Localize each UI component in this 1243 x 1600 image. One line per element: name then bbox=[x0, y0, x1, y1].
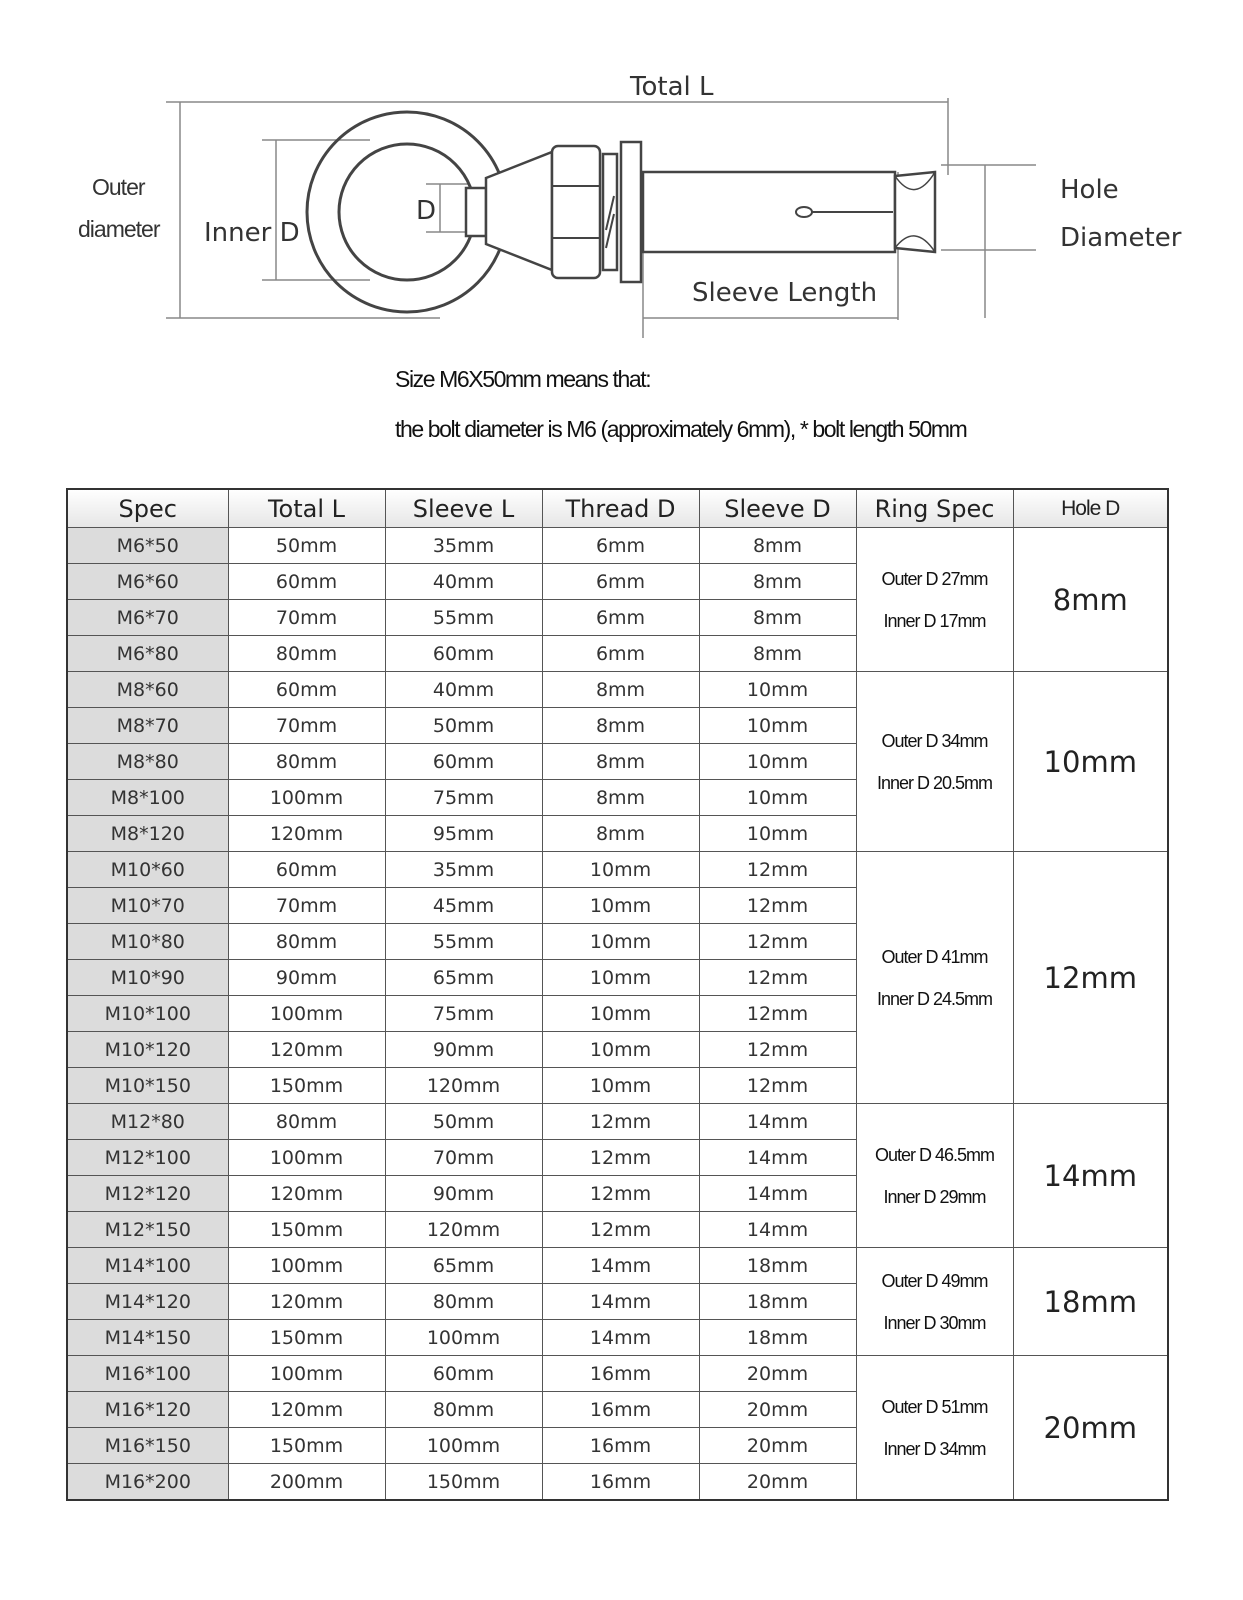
thread-diameter-cell: 10mm bbox=[542, 1068, 699, 1104]
thread-diameter-cell: 16mm bbox=[542, 1428, 699, 1464]
thread-diameter-cell: 8mm bbox=[542, 780, 699, 816]
spec-cell: M10*100 bbox=[67, 996, 228, 1032]
sleeve-length-cell: 55mm bbox=[385, 600, 542, 636]
sleeve-diameter-cell: 18mm bbox=[699, 1248, 856, 1284]
total-length-cell: 100mm bbox=[228, 1356, 385, 1392]
ring-inner-diameter: Inner D 29mm bbox=[883, 1186, 986, 1207]
ring-inner-diameter: Inner D 30mm bbox=[883, 1312, 986, 1333]
sleeve-diameter-cell: 20mm bbox=[699, 1392, 856, 1428]
ring-spec-cell bbox=[856, 1248, 1013, 1356]
sleeve-diameter-cell: 10mm bbox=[699, 672, 856, 708]
thread-diameter-cell: 10mm bbox=[542, 996, 699, 1032]
total-length-cell: 90mm bbox=[228, 960, 385, 996]
header-total-l: Total L bbox=[228, 489, 385, 528]
total-length-cell: 100mm bbox=[228, 996, 385, 1032]
thread-diameter-cell: 6mm bbox=[542, 636, 699, 672]
hole-diameter-cell: 14mm bbox=[1013, 1104, 1168, 1248]
spec-cell: M12*150 bbox=[67, 1212, 228, 1248]
header-spec: Spec bbox=[67, 489, 228, 528]
ring-inner-diameter: Inner D 24.5mm bbox=[876, 988, 993, 1009]
sleeve-length-cell: 120mm bbox=[385, 1212, 542, 1248]
hole-diameter-cell: 18mm bbox=[1013, 1248, 1168, 1356]
thread-diameter-cell: 6mm bbox=[542, 600, 699, 636]
bolt-diameter-label: D bbox=[416, 196, 437, 226]
thread-diameter-cell: 14mm bbox=[542, 1320, 699, 1356]
spec-cell: M8*100 bbox=[67, 780, 228, 816]
thread-diameter-cell: 12mm bbox=[542, 1104, 699, 1140]
thread-diameter-cell: 16mm bbox=[542, 1392, 699, 1428]
header-thread-d: Thread D bbox=[542, 489, 699, 528]
total-length-cell: 150mm bbox=[228, 1320, 385, 1356]
table-row bbox=[67, 1104, 1168, 1140]
thread-diameter-cell: 10mm bbox=[542, 852, 699, 888]
ring-outer-diameter: Outer D 41mm bbox=[881, 946, 988, 967]
sleeve-diameter-cell: 14mm bbox=[699, 1212, 856, 1248]
total-length-cell: 60mm bbox=[228, 852, 385, 888]
table-body bbox=[67, 528, 1168, 1501]
sleeve-diameter-cell: 8mm bbox=[699, 600, 856, 636]
thread-diameter-cell: 10mm bbox=[542, 924, 699, 960]
sleeve-length-cell: 100mm bbox=[385, 1320, 542, 1356]
spec-cell: M12*100 bbox=[67, 1140, 228, 1176]
sleeve-diameter-cell: 12mm bbox=[699, 852, 856, 888]
ring-spec-cell bbox=[856, 1104, 1013, 1248]
thread-diameter-cell: 8mm bbox=[542, 816, 699, 852]
total-length-cell: 70mm bbox=[228, 888, 385, 924]
spec-cell: M16*100 bbox=[67, 1356, 228, 1392]
total-length-cell: 120mm bbox=[228, 1032, 385, 1068]
sleeve-diameter-cell: 12mm bbox=[699, 1032, 856, 1068]
sleeve-diameter-cell: 14mm bbox=[699, 1176, 856, 1212]
ring-spec-cell bbox=[856, 672, 1013, 852]
spec-cell: M6*70 bbox=[67, 600, 228, 636]
thread-diameter-cell: 10mm bbox=[542, 1032, 699, 1068]
hole-diameter-cell: 10mm bbox=[1013, 672, 1168, 852]
sleeve-length-cell: 60mm bbox=[385, 1356, 542, 1392]
total-length-cell: 50mm bbox=[228, 528, 385, 564]
total-length-label: Total L bbox=[630, 72, 714, 102]
eye-bolt-drawing bbox=[0, 0, 1243, 360]
inner-diameter-label: Inner D bbox=[204, 218, 300, 248]
ring-outer-diameter: Outer D 27mm bbox=[881, 568, 988, 589]
sleeve-diameter-cell: 14mm bbox=[699, 1140, 856, 1176]
sleeve-diameter-cell: 8mm bbox=[699, 636, 856, 672]
hole-diameter-cell: 12mm bbox=[1013, 852, 1168, 1104]
sleeve-diameter-cell: 10mm bbox=[699, 708, 856, 744]
hole-diameter-label-line1: Hole bbox=[1060, 175, 1119, 205]
sleeve-diameter-cell: 12mm bbox=[699, 1068, 856, 1104]
ring-outer-diameter: Outer D 49mm bbox=[881, 1270, 988, 1291]
spec-cell: M10*60 bbox=[67, 852, 228, 888]
header-sleeve-d: Sleeve D bbox=[699, 489, 856, 528]
spec-cell: M10*70 bbox=[67, 888, 228, 924]
spec-cell: M16*200 bbox=[67, 1464, 228, 1501]
header-sleeve-l: Sleeve L bbox=[385, 489, 542, 528]
header-hole-d: Hole D bbox=[1013, 489, 1168, 528]
total-length-cell: 80mm bbox=[228, 636, 385, 672]
ring-outer-diameter: Outer D 46.5mm bbox=[874, 1144, 995, 1165]
sleeve-length-cell: 90mm bbox=[385, 1032, 542, 1068]
spec-cell: M14*150 bbox=[67, 1320, 228, 1356]
outer-diameter-label-line1: Outer bbox=[92, 174, 145, 200]
spec-cell: M8*70 bbox=[67, 708, 228, 744]
sleeve-length-cell: 95mm bbox=[385, 816, 542, 852]
spec-cell: M12*80 bbox=[67, 1104, 228, 1140]
thread-diameter-cell: 10mm bbox=[542, 960, 699, 996]
total-length-cell: 150mm bbox=[228, 1212, 385, 1248]
thread-diameter-cell: 6mm bbox=[542, 528, 699, 564]
thread-diameter-cell: 12mm bbox=[542, 1212, 699, 1248]
thread-diameter-cell: 10mm bbox=[542, 888, 699, 924]
spec-cell: M14*120 bbox=[67, 1284, 228, 1320]
sleeve-diameter-cell: 14mm bbox=[699, 1104, 856, 1140]
spec-cell: M8*120 bbox=[67, 816, 228, 852]
specification-table bbox=[66, 488, 1169, 1501]
sleeve-diameter-cell: 18mm bbox=[699, 1320, 856, 1356]
thread-diameter-cell: 16mm bbox=[542, 1464, 699, 1501]
eye-bolt-diagram bbox=[0, 0, 1243, 360]
sleeve-length-cell: 35mm bbox=[385, 528, 542, 564]
ring-spec-cell bbox=[856, 852, 1013, 1104]
spec-cell: M8*60 bbox=[67, 672, 228, 708]
table-row bbox=[67, 672, 1168, 708]
sleeve-diameter-cell: 12mm bbox=[699, 924, 856, 960]
total-length-cell: 100mm bbox=[228, 1248, 385, 1284]
total-length-cell: 150mm bbox=[228, 1428, 385, 1464]
thread-diameter-cell: 6mm bbox=[542, 564, 699, 600]
sleeve-length-cell: 35mm bbox=[385, 852, 542, 888]
thread-diameter-cell: 12mm bbox=[542, 1176, 699, 1212]
sleeve-length-cell: 50mm bbox=[385, 708, 542, 744]
sleeve-length-cell: 100mm bbox=[385, 1428, 542, 1464]
sleeve-length-cell: 75mm bbox=[385, 780, 542, 816]
sleeve-length-cell: 80mm bbox=[385, 1392, 542, 1428]
table-row bbox=[67, 852, 1168, 888]
sleeve-length-cell: 40mm bbox=[385, 672, 542, 708]
sleeve-diameter-cell: 12mm bbox=[699, 888, 856, 924]
spec-cell: M16*150 bbox=[67, 1428, 228, 1464]
spec-cell: M12*120 bbox=[67, 1176, 228, 1212]
table-row bbox=[67, 1248, 1168, 1284]
total-length-cell: 150mm bbox=[228, 1068, 385, 1104]
sleeve-length-cell: 60mm bbox=[385, 636, 542, 672]
sleeve-length-cell: 40mm bbox=[385, 564, 542, 600]
sleeve-length-cell: 55mm bbox=[385, 924, 542, 960]
total-length-cell: 200mm bbox=[228, 1464, 385, 1501]
thread-diameter-cell: 16mm bbox=[542, 1356, 699, 1392]
total-length-cell: 80mm bbox=[228, 1104, 385, 1140]
hole-diameter-label-line2: Diameter bbox=[1060, 223, 1182, 253]
sleeve-diameter-cell: 12mm bbox=[699, 960, 856, 996]
sleeve-length-cell: 65mm bbox=[385, 1248, 542, 1284]
ring-spec-cell bbox=[856, 1356, 1013, 1501]
sleeve-length-cell: 75mm bbox=[385, 996, 542, 1032]
total-length-cell: 120mm bbox=[228, 1176, 385, 1212]
thread-diameter-cell: 14mm bbox=[542, 1248, 699, 1284]
thread-diameter-cell: 14mm bbox=[542, 1284, 699, 1320]
table-header-row bbox=[67, 489, 1168, 528]
sleeve-diameter-cell: 12mm bbox=[699, 996, 856, 1032]
table-row bbox=[67, 528, 1168, 564]
sleeve-diameter-cell: 18mm bbox=[699, 1284, 856, 1320]
thread-diameter-cell: 8mm bbox=[542, 672, 699, 708]
header-ring-spec: Ring Spec bbox=[856, 489, 1013, 528]
total-length-cell: 70mm bbox=[228, 708, 385, 744]
sleeve-diameter-cell: 8mm bbox=[699, 528, 856, 564]
sleeve-length-label: Sleeve Length bbox=[692, 278, 878, 308]
outer-diameter-label-line2: diameter bbox=[78, 216, 160, 242]
total-length-cell: 80mm bbox=[228, 744, 385, 780]
total-length-cell: 70mm bbox=[228, 600, 385, 636]
hole-diameter-cell: 20mm bbox=[1013, 1356, 1168, 1501]
thread-diameter-cell: 8mm bbox=[542, 708, 699, 744]
ring-outer-diameter: Outer D 51mm bbox=[881, 1396, 988, 1417]
spec-cell: M10*120 bbox=[67, 1032, 228, 1068]
spec-cell: M14*100 bbox=[67, 1248, 228, 1284]
spec-cell: M6*80 bbox=[67, 636, 228, 672]
thread-diameter-cell: 8mm bbox=[542, 744, 699, 780]
ring-inner-diameter: Inner D 17mm bbox=[883, 610, 986, 631]
ring-spec-cell bbox=[856, 528, 1013, 672]
ring-inner-diameter: Inner D 20.5mm bbox=[876, 772, 993, 793]
total-length-cell: 100mm bbox=[228, 1140, 385, 1176]
sleeve-diameter-cell: 10mm bbox=[699, 816, 856, 852]
total-length-cell: 120mm bbox=[228, 1284, 385, 1320]
spec-cell: M6*60 bbox=[67, 564, 228, 600]
sleeve-length-cell: 45mm bbox=[385, 888, 542, 924]
sleeve-diameter-cell: 10mm bbox=[699, 780, 856, 816]
hole-diameter-cell: 8mm bbox=[1013, 528, 1168, 672]
total-length-cell: 120mm bbox=[228, 816, 385, 852]
sleeve-length-cell: 50mm bbox=[385, 1104, 542, 1140]
total-length-cell: 60mm bbox=[228, 564, 385, 600]
total-length-cell: 100mm bbox=[228, 780, 385, 816]
sleeve-length-cell: 150mm bbox=[385, 1464, 542, 1501]
table-row bbox=[67, 1356, 1168, 1392]
sleeve-diameter-cell: 10mm bbox=[699, 744, 856, 780]
spec-cell: M6*50 bbox=[67, 528, 228, 564]
sleeve-length-cell: 60mm bbox=[385, 744, 542, 780]
sleeve-length-cell: 120mm bbox=[385, 1068, 542, 1104]
spec-cell: M10*90 bbox=[67, 960, 228, 996]
ring-outer-diameter: Outer D 34mm bbox=[881, 730, 988, 751]
thread-diameter-cell: 12mm bbox=[542, 1140, 699, 1176]
spec-cell: M16*120 bbox=[67, 1392, 228, 1428]
total-length-cell: 80mm bbox=[228, 924, 385, 960]
sleeve-diameter-cell: 20mm bbox=[699, 1356, 856, 1392]
spec-cell: M8*80 bbox=[67, 744, 228, 780]
sleeve-diameter-cell: 8mm bbox=[699, 564, 856, 600]
sleeve-diameter-cell: 20mm bbox=[699, 1464, 856, 1501]
sleeve-length-cell: 65mm bbox=[385, 960, 542, 996]
size-explanation-line1: Size M6X50mm means that: bbox=[395, 366, 651, 392]
sleeve-length-cell: 90mm bbox=[385, 1176, 542, 1212]
total-length-cell: 120mm bbox=[228, 1392, 385, 1428]
sleeve-length-cell: 70mm bbox=[385, 1140, 542, 1176]
ring-inner-diameter: Inner D 34mm bbox=[883, 1438, 986, 1459]
spec-cell: M10*150 bbox=[67, 1068, 228, 1104]
sleeve-length-cell: 80mm bbox=[385, 1284, 542, 1320]
total-length-cell: 60mm bbox=[228, 672, 385, 708]
spec-cell: M10*80 bbox=[67, 924, 228, 960]
size-explanation-line2: the bolt diameter is M6 (approximately 6mm), * bolt length 50mm bbox=[395, 416, 967, 442]
sleeve-diameter-cell: 20mm bbox=[699, 1428, 856, 1464]
